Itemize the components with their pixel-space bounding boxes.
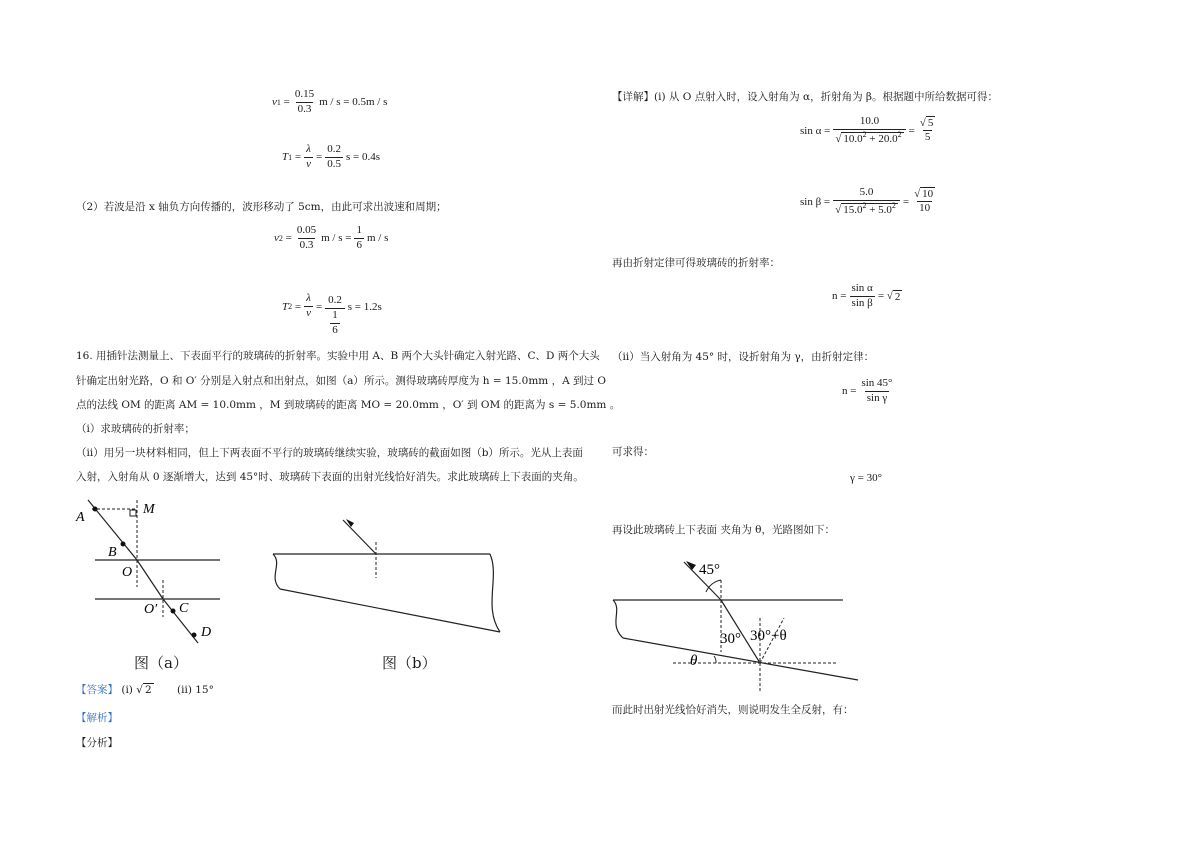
- answer-line: 【答案】 (ⅰ) √ 2 (ⅱ) 15°: [76, 684, 214, 696]
- fraction: $\frac{\sin 45^\circ}{\text{sin γ}}$: [861, 377, 893, 404]
- angle-30-theta-label: 30°+θ: [750, 628, 787, 644]
- fraction: $\frac{0.05}{0.3}$: [296, 224, 317, 251]
- fraction: $\frac{\text{sin α}}{\text{sin β}}$: [851, 282, 873, 309]
- analysis-label: 【解析】: [76, 712, 118, 724]
- equation-v1: v 1 = $\frac{0.15}{0.3}$ m / s = 0.5m / s: [272, 88, 388, 115]
- fraction: $\frac{5.0}{√ 15.0^2 + 5.0^2}$: [833, 186, 900, 218]
- breakdown-label: 【分析】: [76, 737, 118, 749]
- question16-line1: 16. 用插针法测量上、下表面平行的玻璃砖的折射率。实验中用 A、B 两个大头针确定入射光路、C、D 两个大头: [76, 350, 600, 362]
- label-c: C: [179, 601, 189, 616]
- equation-n: n = $\frac{\text{sin α}}{\text{sin β}}$ = √ 2: [832, 282, 901, 309]
- equation-n2: n = $\frac{\sin 45^\circ}{\text{sin γ}}$: [842, 377, 893, 404]
- equation-t2: T 2 = $\frac{\lambda}{v}$ = $\frac{0.2}{\frac{1}{6}}$ s = 1.2s: [282, 292, 382, 336]
- refraction-text: 再由折射定律可得玻璃砖的折射率：: [612, 257, 780, 269]
- fraction: $\frac{0.2}{0.5}$: [327, 143, 341, 170]
- figure-a-caption: 图（a）: [134, 654, 188, 672]
- question16-line3: 点的法线 OM 的距离 AM = 10.0mm ，M 到玻璃砖的距离 MO = 20.0mm ，O′ 到 OM 的距离为 s = 5.0mm 。: [76, 399, 621, 411]
- fraction: $\frac{1}{6}$: [332, 308, 338, 336]
- angle-30-label: 30°: [720, 631, 741, 647]
- label-o: O: [122, 565, 133, 580]
- equation-v2: v 2 = $\frac{0.05}{0.3}$ m / s = $\frac{1}{6}$ m / s: [274, 224, 389, 251]
- fraction: $\frac{\lambda}{v}$: [306, 143, 311, 170]
- question16-line4: （ⅰ）求玻璃砖的折射率；: [76, 423, 195, 435]
- equation-gamma: γ = 30°: [850, 472, 882, 484]
- detail-line: 【详解】(ⅰ) 从 O 点射入时，设入射角为 α，折射角为 β。根据题中所给数据可得：: [612, 91, 999, 103]
- light-path-figure: [608, 552, 868, 694]
- figure-b: [268, 512, 508, 637]
- question16-line2: 针确定出射光路，O 和 O′ 分别是入射点和出射点，如图（a）所示。测得玻璃砖厚度为 h = 15.0mm ，A 到过 O: [76, 375, 606, 387]
- set-angle-text: 再设此玻璃砖上下表面 夹角为 θ，光路图如下：: [612, 524, 835, 536]
- question16-line6: 入射，入射角从 0 逐渐增大，达到 45°时、玻璃砖下表面的出射光线恰好消失。求此玻璃砖上下表面的夹角。: [76, 471, 584, 483]
- fraction: $\frac{√ 5}{5}$: [919, 116, 934, 144]
- fraction: $\frac{10.0}{√ 10.0^2 + 20.0^2}$: [833, 115, 905, 147]
- result-label: 可求得：: [612, 446, 654, 458]
- part-ii-text: （ⅱ）当入射角为 45° 时，设折射角为 γ，由折射定律：: [612, 351, 875, 363]
- equation-sin-beta: sin β = $\frac{5.0}{√ 15.0^2 + 5.0^2}$ = $\frac{√ 10}{10}$: [800, 186, 940, 218]
- fraction: $\frac{√ 10}{10}$: [914, 187, 934, 215]
- part2-text: （2）若波是沿 x 轴负方向传播的，波形移动了 5cm，由此可求出波速和周期；: [76, 201, 447, 213]
- equation-t1: T 1 = $\frac{\lambda}{v}$ = $\frac{0.2}{0.5}$ s = 0.4s: [282, 143, 380, 170]
- angle-45-label: 45°: [699, 562, 720, 578]
- question16-line5: （ⅱ）用另一块材料相同，但上下两表面不平行的玻璃砖继续实验，玻璃砖的截面如图（b）所示。光从上表面: [76, 447, 583, 459]
- fraction: $\frac{0.2}{\frac{1}{6}}$: [325, 294, 345, 337]
- theta-label: θ: [690, 653, 698, 669]
- answer-label: 【答案】: [76, 684, 118, 696]
- final-text: 而此时出射光线恰好消失，则说明发生全反射，有：: [612, 704, 854, 716]
- label-a: A: [76, 510, 85, 525]
- fraction: $\frac{0.15}{0.3}$: [294, 88, 315, 115]
- label-b: B: [108, 545, 117, 560]
- equation-sin-alpha: sin α = $\frac{10.0}{√ 10.0^2 + 20.0^2}$ = $\frac{√ 5}{5}$: [800, 115, 940, 147]
- label-m: M: [143, 502, 155, 517]
- label-d: D: [201, 625, 212, 640]
- fraction: $\frac{\lambda}{v}$: [306, 292, 311, 320]
- fraction: $\frac{1}{6}$: [356, 224, 362, 251]
- figure-b-caption: 图（b）: [382, 654, 437, 672]
- label-o-prime: O′: [144, 602, 158, 617]
